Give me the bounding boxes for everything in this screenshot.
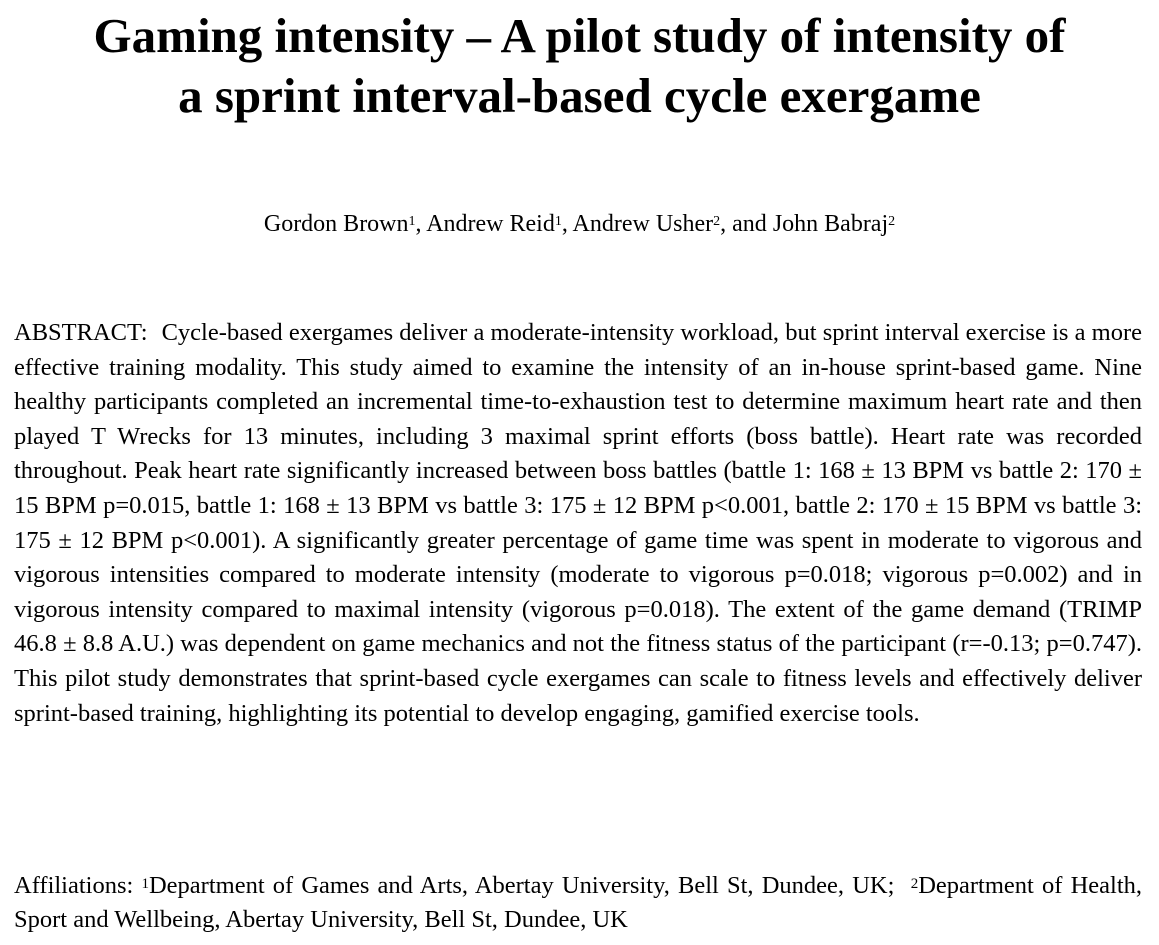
author-name: John Babraj	[772, 211, 889, 237]
author-list	[0, 207, 1159, 241]
affiliations	[14, 869, 1142, 937]
abstract-text: Cycle-based exergames deliver a moderate-intensity workload, but sprint interval exercise is a more effective training modality. This study aimed to examine the intensity of an in-house sprint-based game. Nine healthy participants completed an incremental time-to-exhaustion test to determine maximum heart rate and then played T Wrecks for 13 minutes, including 3 maximal sprint efforts (boss battle). Heart rate was recorded throughout. Peak heart rate significantly increased between boss battles (battle 1: 168 ± 13 BPM vs battle 2: 170 ± 15 BPM p=0.015, battle 1: 168 ± 13 BPM vs battle 3: 175 ± 12 BPM p<0.001, battle 2: 170 ± 15 BPM vs battle 3: 175 ± 12 BPM p<0.001). A significantly greater percentage of game time was spent in moderate to vigorous and vigorous intensities compared to moderate intensity (moderate to vigorous p=0.018; vigorous p=0.002) and in vigorous intensity compared to maximal intensity (vigorous p=0.018). The extent of the game demand (TRIMP 46.8 ± 8.8 A.U.) was dependent on game mechanics and not the fitness status of the participant (r=-0.13; p=0.747). This pilot study demonstrates that sprint-based cycle exergames can scale to fitness levels and effectively deliver sprint-based training, highlighting its potential to develop engaging, gamified exercise tools.	[14, 319, 1142, 727]
author-affiliation-mark: 2	[713, 214, 721, 229]
paper-title-line-1: Gaming intensity – A pilot study of intensity of	[93, 8, 1066, 63]
paper-title	[0, 6, 1159, 126]
abstract-label: ABSTRACT:	[14, 319, 148, 346]
affiliations-label: Affiliations:	[14, 872, 134, 899]
affiliation-number: 2	[910, 876, 919, 892]
affiliation-text: Department of Health, Sport and Wellbeing, Abertay University, Bell St, Dundee, UK	[14, 872, 1142, 933]
author-name: Andrew Reid	[426, 211, 555, 237]
author-separator: , and	[720, 211, 773, 237]
affiliation-number: 1	[141, 876, 149, 892]
author-affiliation-mark: 1	[554, 214, 562, 229]
affiliation-text: Department of Games and Arts, Abertay University, Bell St, Dundee, UK;	[148, 872, 895, 899]
paper-title-line-2: a sprint interval-based cycle exergame	[178, 68, 981, 123]
abstract	[14, 316, 1142, 731]
author-name: Gordon Brown	[263, 211, 409, 237]
author-affiliation-mark: 1	[408, 214, 416, 229]
author-separator: ,	[561, 211, 573, 237]
author-separator: ,	[415, 211, 427, 237]
author-affiliation-mark: 2	[888, 214, 896, 229]
author-name: Andrew Usher	[572, 211, 714, 237]
